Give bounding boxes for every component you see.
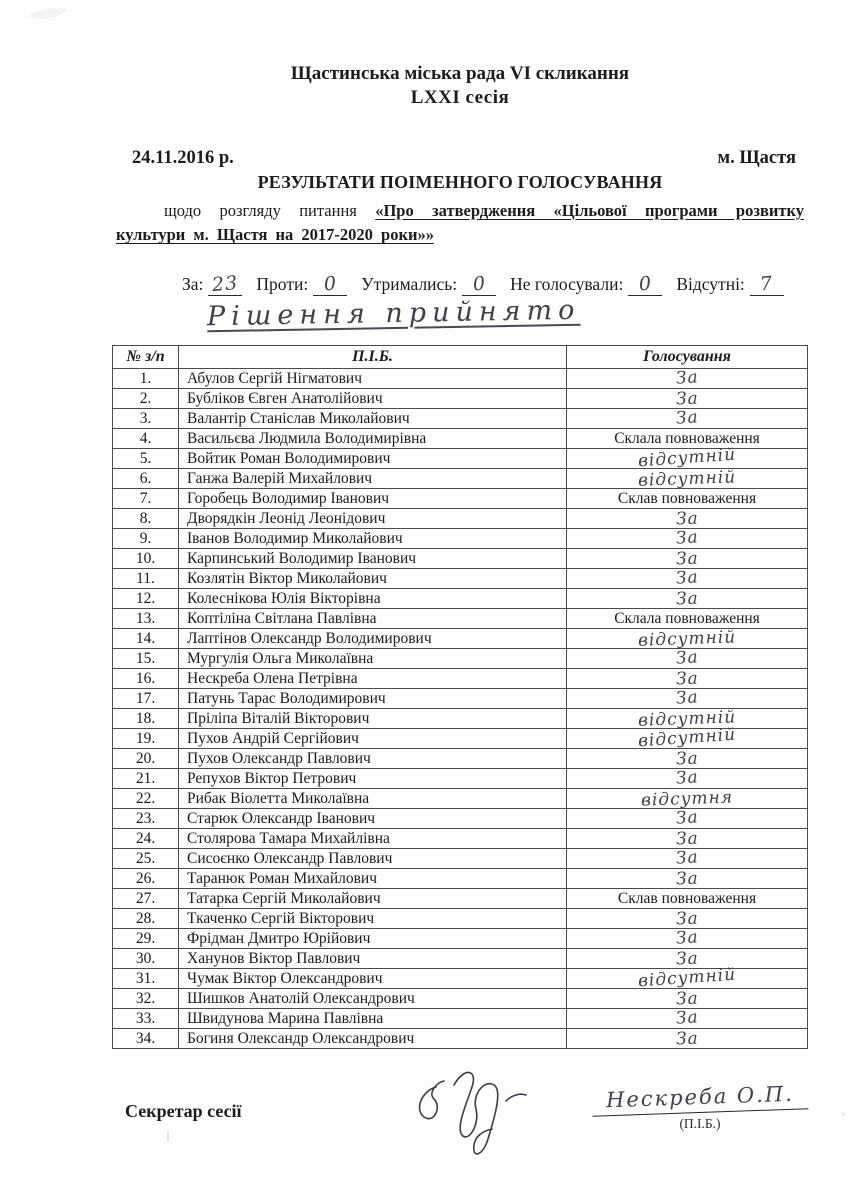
summary-item-vidsutni: Відсутні: 7 (676, 274, 783, 296)
deputy-name: Бубліков Євген Анатолійович (179, 389, 567, 409)
vote-value (567, 724, 808, 752)
summary-blank (313, 272, 347, 296)
handwritten-vote: За (675, 868, 699, 890)
row-number: 32. (113, 989, 179, 1009)
row-number: 11. (113, 569, 179, 589)
row-number: 33. (113, 1009, 179, 1029)
handwritten-vote: відсутня (640, 787, 734, 811)
deputy-name: Рибак Віолетта Миколаївна (179, 789, 567, 809)
handwritten-vote: відсутній (637, 444, 737, 472)
handwritten-decision: Рішення прийнято (206, 294, 581, 333)
deputy-name: Пріліпа Віталій Вікторович (179, 709, 567, 729)
handwritten-count-proty: 0 (322, 272, 338, 296)
row-number: 15. (113, 649, 179, 669)
handwritten-count-ne-holosuvaly: 0 (637, 272, 653, 296)
row-number: 21. (113, 769, 179, 789)
question-quoted-text: «Про затвердження «Цільової програми розвитку культури м. Щастя на 2017-2020 роки»» (116, 200, 804, 245)
handwritten-vote: відсутній (637, 467, 737, 491)
vote-value (567, 869, 808, 889)
table-row (113, 629, 808, 649)
table-row (113, 389, 808, 409)
row-number: 27. (113, 889, 179, 909)
handwritten-vote: За (675, 948, 699, 970)
row-number: 23. (113, 809, 179, 829)
row-number: 3. (113, 409, 179, 429)
vote-value (567, 469, 808, 489)
deputy-name: Старюк Олександр Іванович (179, 809, 567, 829)
scan-artifact-top-left (29, 6, 66, 21)
row-number: 28. (113, 909, 179, 929)
vote-value: Склав повноваження (567, 889, 808, 909)
handwritten-vote: За (674, 847, 700, 869)
table-row (113, 449, 808, 469)
deputy-name: Васильєва Людмила Володимирівна (179, 429, 567, 449)
vote-value (567, 549, 808, 569)
row-number: 22. (113, 789, 179, 809)
table-row (113, 509, 808, 529)
table-row (113, 989, 808, 1009)
handwritten-vote: відсутній (637, 724, 737, 752)
table-row (113, 749, 808, 769)
deputy-name: Репухов Віктор Петрович (179, 769, 567, 789)
vote-value (567, 689, 808, 709)
handwritten-vote: За (674, 687, 700, 709)
table-row (113, 909, 808, 929)
handwritten-vote: За (675, 988, 699, 1010)
deputy-name: Сисоєнко Олександр Павлович (179, 849, 567, 869)
row-number: 14. (113, 629, 179, 649)
handwritten-vote: За (675, 508, 699, 530)
table-row (113, 589, 808, 609)
document-title-block (112, 62, 808, 110)
table-header-row (113, 346, 808, 369)
vote-value (567, 789, 808, 809)
row-number: 26. (113, 869, 179, 889)
row-number: 9. (113, 529, 179, 549)
row-number: 17. (113, 689, 179, 709)
deputy-name: Чумак Віктор Олександрович (179, 969, 567, 989)
table-row (113, 649, 808, 669)
summary-item-ne-holosuvaly: Не голосували: 0 (510, 274, 662, 296)
vote-value: Склав повноваження (567, 489, 808, 509)
row-number: 16. (113, 669, 179, 689)
voting-table-body (113, 369, 808, 1049)
vote-value (567, 409, 808, 429)
table-row (113, 849, 808, 869)
summary-blank (628, 272, 662, 296)
deputy-name: Столярова Тамара Михайлівна (179, 829, 567, 849)
handwritten-vote: За (675, 1028, 699, 1050)
deputy-name: Карпинський Володимир Іванович (179, 549, 567, 569)
deputy-name: Козлятін Віктор Миколайович (179, 569, 567, 589)
row-number: 2. (113, 389, 179, 409)
council-title: Щастинська міська рада VI скликання (290, 63, 630, 84)
handwritten-vote: За (675, 748, 699, 770)
table-row (113, 1009, 808, 1029)
deputy-name: Татарка Сергій Миколайович (179, 889, 567, 909)
column-header-number: № з/п (113, 346, 179, 369)
deputy-name: Валантір Станіслав Миколайович (179, 409, 567, 429)
table-row (113, 829, 808, 849)
handwritten-vote: За (674, 807, 700, 829)
vote-value (567, 1029, 808, 1049)
handwritten-secretary-name: Нескреба О.П. (592, 1081, 809, 1117)
table-row (113, 1029, 808, 1049)
table-row (113, 709, 808, 729)
handwritten-vote: За (675, 668, 699, 690)
handwritten-vote: За (674, 927, 700, 949)
table-row (113, 929, 808, 949)
vote-value (567, 769, 808, 789)
deputy-name: Горобець Володимир Іванович (179, 489, 567, 509)
deputy-name: Лаптінов Олександр Володимирович (179, 629, 567, 649)
deputy-name: Ханунов Віктор Павлович (179, 949, 567, 969)
vote-value: Склала повноваження (567, 609, 808, 629)
row-number: 12. (113, 589, 179, 609)
handwritten-vote: За (675, 588, 699, 610)
deputy-name: Колеснікова Юлія Вікторівна (179, 589, 567, 609)
row-number: 20. (113, 749, 179, 769)
vote-value (567, 989, 808, 1009)
table-row (113, 669, 808, 689)
question-prefix: щодо розгляду питання (164, 200, 376, 220)
row-number: 1. (113, 369, 179, 389)
handwritten-vote: відсутній (637, 627, 737, 651)
row-number: 24. (113, 829, 179, 849)
handwritten-vote: відсутній (637, 707, 737, 731)
table-row (113, 549, 808, 569)
handwritten-vote: За (675, 388, 699, 410)
document-footer (112, 1079, 808, 1189)
handwritten-vote: За (674, 567, 700, 589)
vote-value (567, 964, 808, 992)
vote-value (567, 709, 808, 729)
row-number: 7. (113, 489, 179, 509)
handwritten-vote: За (674, 367, 700, 389)
vote-value (567, 569, 808, 589)
deputy-name: Мургулія Ольга Миколаївна (179, 649, 567, 669)
pib-caption: (П.І.Б.) (679, 1116, 721, 1131)
row-number: 19. (113, 729, 179, 749)
voting-table (112, 345, 808, 1049)
deputy-name: Ганжа Валерій Михайлович (179, 469, 567, 489)
table-row (113, 489, 808, 509)
session-title: LXXI сесія (410, 86, 510, 108)
results-title: РЕЗУЛЬТАТИ ПОІМЕННОГО ГОЛОСУВАННЯ (257, 171, 663, 192)
vote-value (567, 749, 808, 769)
deputy-name: Таранюк Роман Михайлович (179, 869, 567, 889)
vote-value (567, 509, 808, 529)
row-number: 6. (113, 469, 179, 489)
summary-item-utrymalys: Утримались: 0 (361, 274, 496, 296)
table-row (113, 529, 808, 549)
vote-value (567, 849, 808, 869)
vote-value (567, 389, 808, 409)
vote-value (567, 589, 808, 609)
handwritten-vote: За (674, 647, 700, 669)
handwritten-vote: За (675, 908, 699, 930)
vote-value (567, 909, 808, 929)
vote-value (567, 669, 808, 689)
summary-blank (462, 272, 496, 296)
summary-item-proty: Проти: 0 (256, 274, 347, 296)
deputy-name: Абулов Сергій Нігматович (179, 369, 567, 389)
row-number: 10. (113, 549, 179, 569)
deputy-name: Пухов Олександр Павлович (179, 749, 567, 769)
deputy-name: Швидунова Марина Павлівна (179, 1009, 567, 1029)
table-row (113, 729, 808, 749)
row-number: 25. (113, 849, 179, 869)
deputy-name: Патунь Тарас Володимирович (179, 689, 567, 709)
deputy-name: Ткаченко Сергій Вікторович (179, 909, 567, 929)
vote-value (567, 949, 808, 969)
vote-value (567, 529, 808, 549)
vote-value (567, 629, 808, 649)
handwritten-vote: За (674, 767, 700, 789)
table-row (113, 789, 808, 809)
secretary-role-label: Секретар сесії (125, 1101, 242, 1121)
column-header-vote: Голосування (567, 346, 808, 369)
deputy-name: Пухов Андрій Сергійович (179, 729, 567, 749)
table-row (113, 429, 808, 449)
table-row (113, 769, 808, 789)
summary-item-za: За: 23 (182, 274, 242, 296)
row-number: 30. (113, 949, 179, 969)
vote-value (567, 444, 808, 472)
table-row (113, 869, 808, 889)
scan-artifact-right (841, 1112, 845, 1116)
vote-value (567, 649, 808, 669)
secretary-signature-icon (402, 1061, 552, 1171)
handwritten-vote: За (675, 548, 699, 570)
row-number: 18. (113, 709, 179, 729)
table-row (113, 369, 808, 389)
signature-name-block (592, 1081, 808, 1132)
table-row (113, 969, 808, 989)
table-row (113, 809, 808, 829)
vote-value (567, 929, 808, 949)
row-number: 5. (113, 449, 179, 469)
vote-value: Склала повноваження (567, 429, 808, 449)
handwritten-count-utrymalys: 0 (471, 272, 487, 296)
row-number: 34. (113, 1029, 179, 1049)
vote-value (567, 829, 808, 849)
row-number: 8. (113, 509, 179, 529)
deputy-name: Шишков Анатолій Олександрович (179, 989, 567, 1009)
summary-blank (750, 272, 784, 296)
deputy-name: Богиня Олександр Олександрович (179, 1029, 567, 1049)
deputy-name: Дворядкін Леонід Леонідович (179, 509, 567, 529)
vote-value (567, 809, 808, 829)
deputy-name: Іванов Володимир Миколайович (179, 529, 567, 549)
handwritten-count-za: 23 (211, 271, 240, 297)
deputy-name: Войтик Роман Володимирович (179, 449, 567, 469)
vote-value (567, 369, 808, 389)
vote-value (567, 1009, 808, 1029)
document-city: м. Щастя (717, 147, 796, 168)
handwritten-vote: За (674, 527, 700, 549)
vote-summary-row (112, 271, 808, 297)
table-row (113, 949, 808, 969)
column-header-name: П.І.Б. (179, 346, 567, 369)
table-row (113, 689, 808, 709)
date-city-row (112, 148, 808, 169)
row-number: 4. (113, 429, 179, 449)
handwritten-vote: За (675, 828, 699, 850)
handwritten-count-vidsutni: 7 (759, 272, 775, 296)
table-row (113, 409, 808, 429)
question-paragraph (116, 199, 804, 249)
table-row (113, 889, 808, 909)
deputy-name: Нескреба Олена Петрівна (179, 669, 567, 689)
row-number: 13. (113, 609, 179, 629)
handwritten-vote: За (674, 407, 700, 429)
table-row (113, 469, 808, 489)
table-row (113, 609, 808, 629)
deputy-name: Коптіліна Світлана Павлівна (179, 609, 567, 629)
handwritten-vote: За (674, 1007, 700, 1029)
row-number: 29. (113, 929, 179, 949)
deputy-name: Фрідман Дмитро Юрійович (179, 929, 567, 949)
handwritten-vote: відсутній (637, 964, 737, 992)
document-content (112, 62, 808, 1189)
row-number: 31. (113, 969, 179, 989)
table-row (113, 569, 808, 589)
document-date: 24.11.2016 р. (132, 147, 234, 168)
